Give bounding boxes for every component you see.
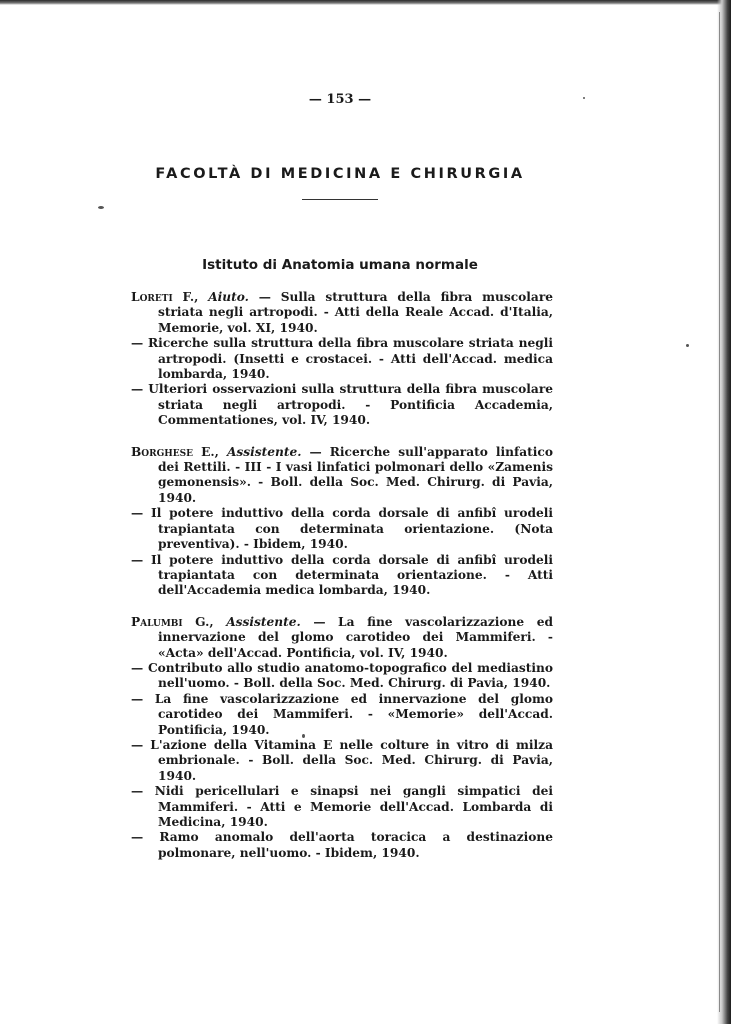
publication-entry — [131, 615, 553, 661]
scan-top-edge — [0, 0, 731, 5]
author-group-palumbi — [131, 615, 553, 862]
author-role: Aiuto. — [208, 290, 249, 304]
author-group-loreti — [131, 290, 553, 429]
publication-entry: — La fine vascolarizzazione ed innervazione del glomo carotideo dei Mammiferi. - «Memorie» dell'Accad. Pontificia, 1940. — [131, 691, 553, 737]
publication-entry: — L'azione della Vitamina E nelle colture in vitro di milza embrionale. - Boll. della Soc. Med. Chirurg. di Pavia, 1940. — [131, 737, 553, 783]
scan-speck — [302, 734, 305, 738]
scan-speck — [583, 97, 585, 99]
publication-text: — Sulla struttura della fibra muscolare striata negli artropodi. - Atti della Reale Accad. d'Italia, Memorie, vol. XI, 1940. — [158, 290, 553, 335]
publication-entry: — Nidi pericellulari e sinapsi nei gangli simpatici dei Mammiferi. - Atti e Memorie dell'Accad. Lombarda di Medicina, 1940. — [131, 784, 553, 829]
institute-title: Istituto di Anatomia umana normale — [202, 257, 478, 273]
publication-text: — Ricerche sull'apparato linfatico dei Rettili. - III - I vasi linfatici polmonari dello «Zamenis gemonensis». - Boll. della Soc. Med. Chirurg. di Pavia, 1940. — [158, 444, 553, 505]
publication-entry: — Ulteriori osservazioni sulla struttura della fibra muscolare striata negli artropodi. - Pontificia Accademia, Commentationes, vol. IV, 1940. — [131, 382, 553, 428]
publication-entry — [131, 445, 553, 507]
publication-text: — La fine vascolarizzazione ed innervazione del glomo carotideo dei Mammiferi. - «Acta» dell'Accad. Pontificia, vol. IV, 1940. — [158, 614, 553, 660]
scan-speck — [98, 206, 104, 209]
scan-speck — [686, 344, 689, 347]
page-number: — 153 — — [308, 92, 372, 107]
publication-entry — [131, 290, 553, 336]
page-edge-line — [719, 12, 720, 1012]
publication-entry: — Ricerche sulla struttura della fibra muscolare striata negli artropodi. (Insetti e crostacei. - Atti dell'Accad. medica lombarda, 1940. — [131, 336, 553, 382]
publication-entry: — Il potere induttivo della corda dorsale di anfibî urodeli trapiantata con determinata orientazione. (Nota preventiva). - Ibidem, 1940. — [131, 506, 553, 552]
publication-entry: — Il potere induttivo della corda dorsale di anfibî urodeli trapiantata con determinata orientazione. - Atti dell'Accademia medica lombarda, 1940. — [131, 552, 553, 598]
title-divider — [302, 199, 378, 200]
publication-entry: — Ramo anomalo dell'aorta toracica a destinazione polmonare, nell'uomo. - Ibidem, 1940. — [131, 830, 553, 860]
author-name: Palumbi G., — [131, 614, 214, 629]
author-role: Assistente. — [226, 444, 302, 459]
faculty-title: FACOLTÀ DI MEDICINA E CHIRURGIA — [155, 166, 525, 182]
author-role: Assistente. — [226, 614, 301, 629]
publication-list — [131, 290, 553, 877]
author-name: Borghese E., — [131, 444, 219, 459]
author-group-borghese — [131, 445, 553, 599]
publication-entry: — Contributo allo studio anatomo-topografico del mediastino nell'uomo. - Boll. della Soc. Med. Chirurg. di Pavia, 1940. — [131, 660, 553, 691]
author-name: Loreti F., — [131, 290, 199, 304]
